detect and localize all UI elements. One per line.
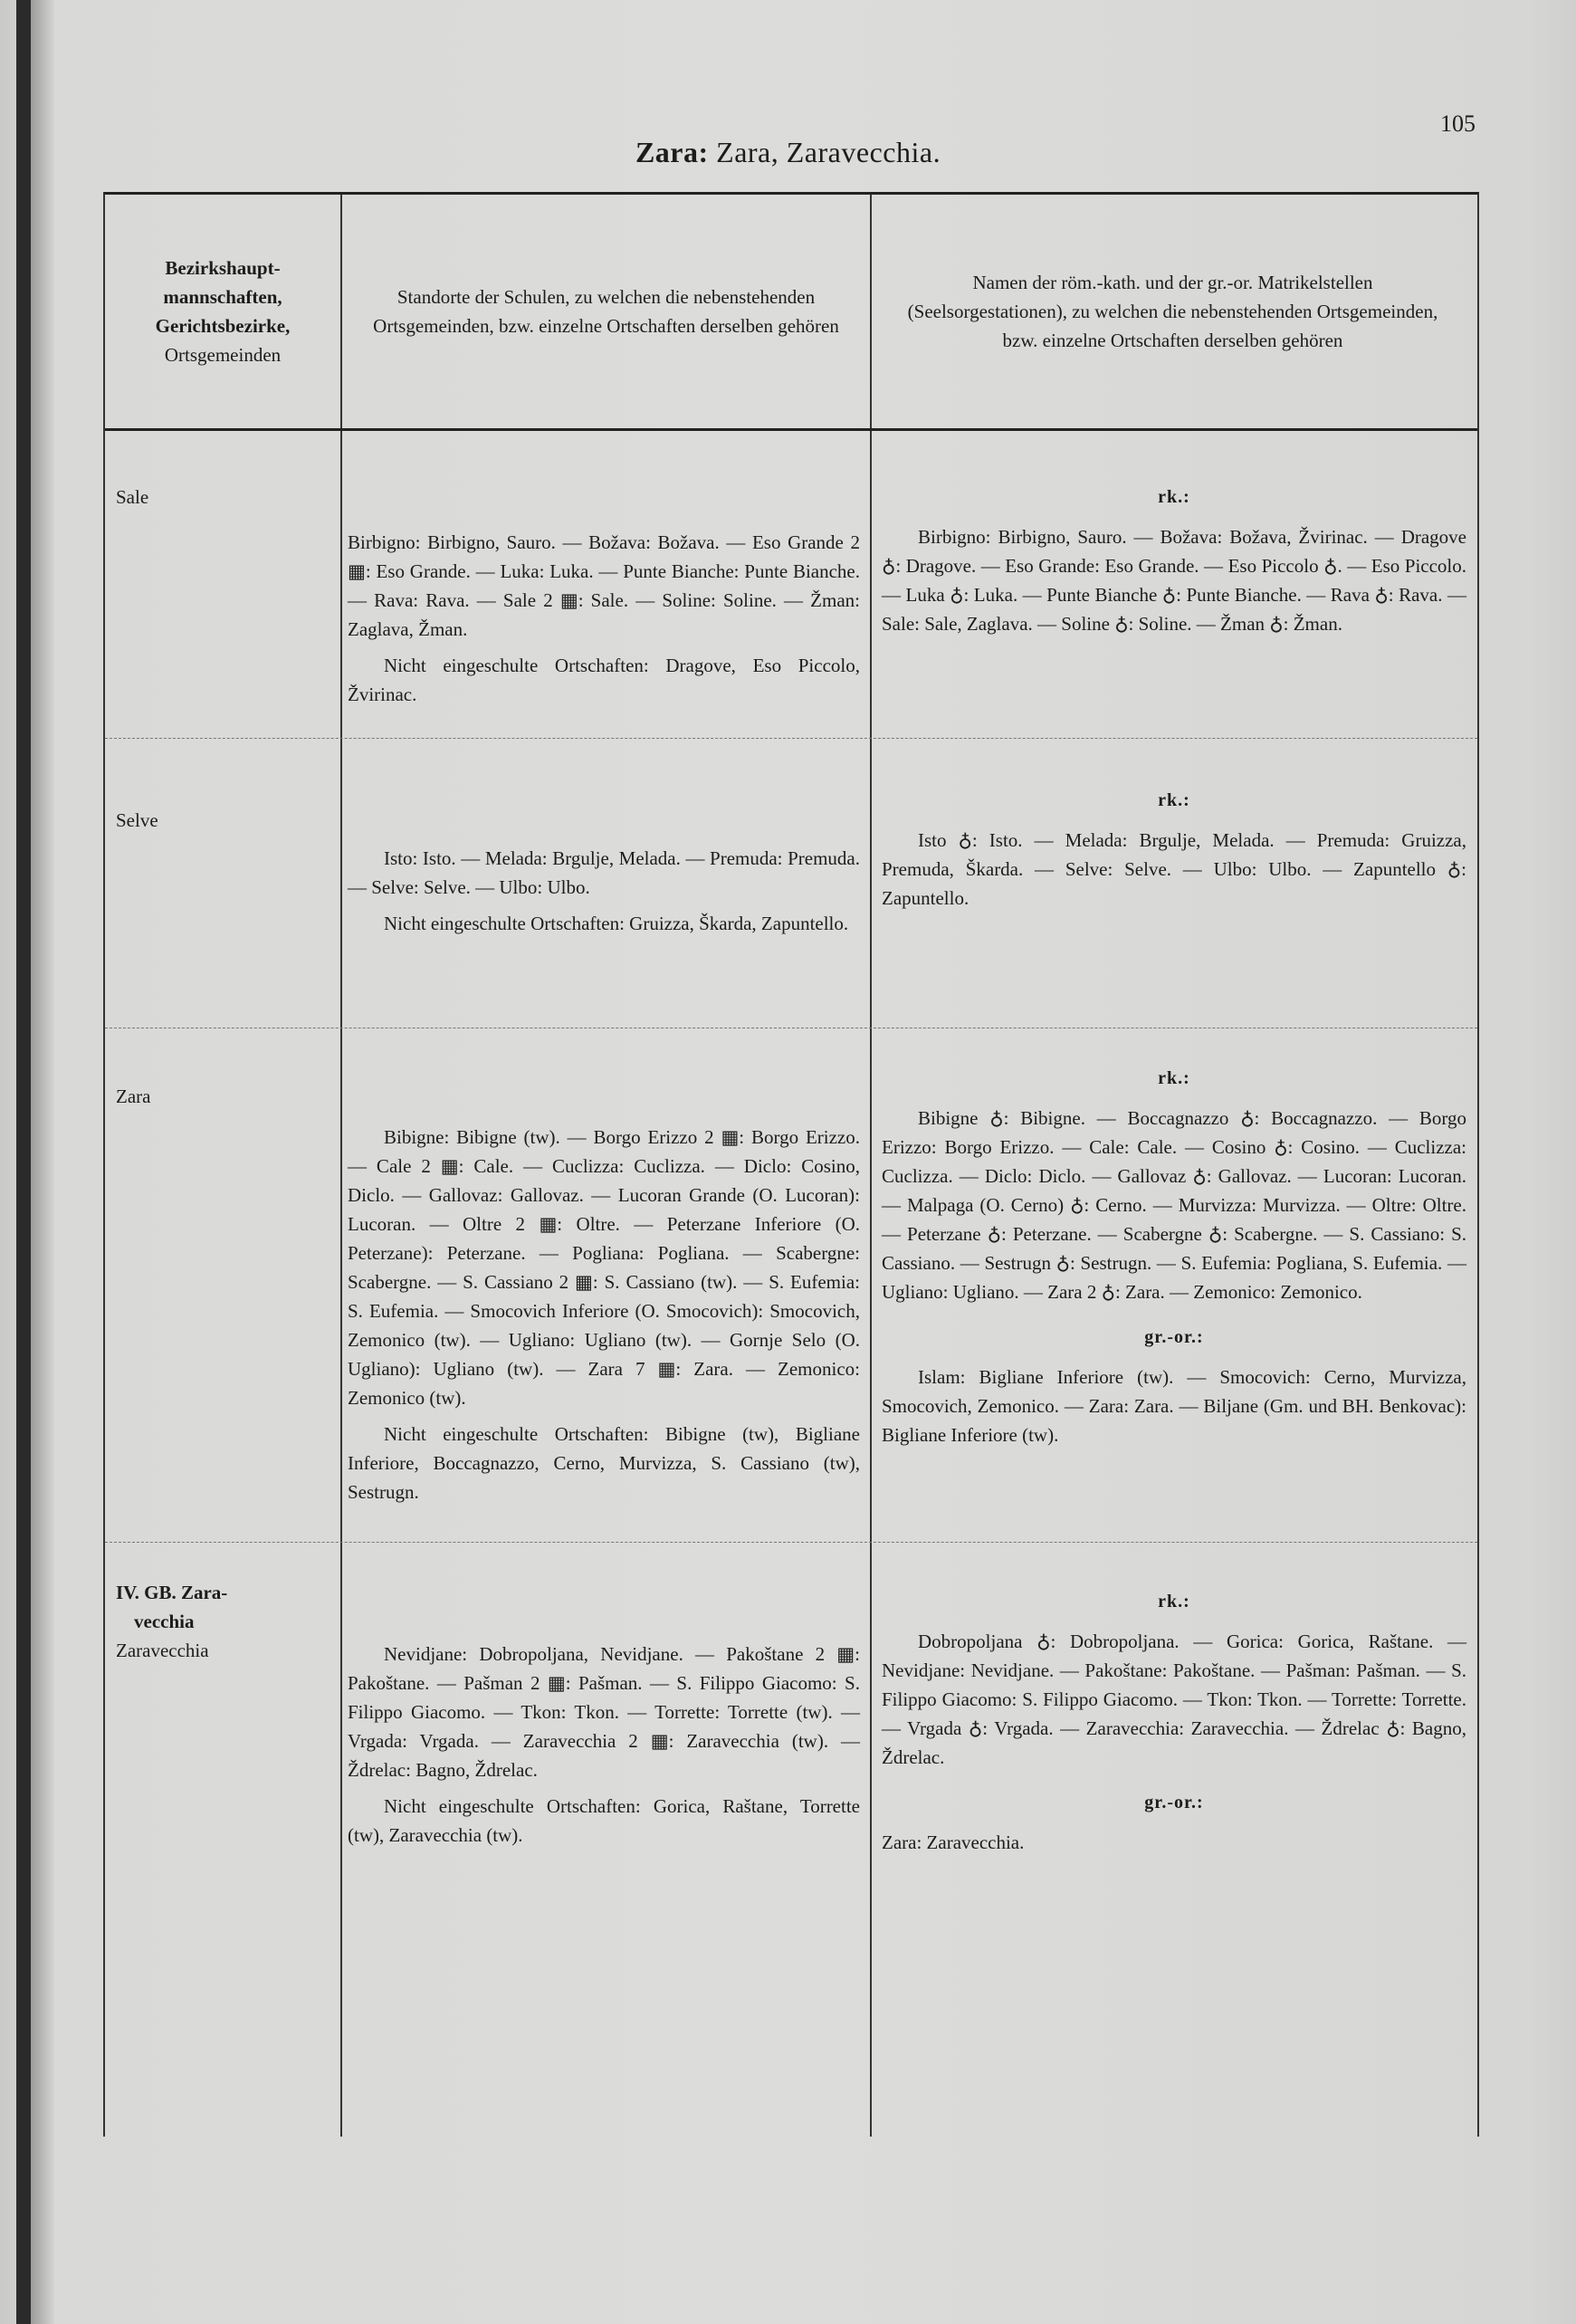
district-name: Zara xyxy=(116,1085,151,1107)
schools-note: Nicht eingeschulte Ortschaften: Bibigne (tw), Bigliane Inferiore, Boccagnazzo, Cerno, Murvizza, S. Cassiano (tw), Sestrugn. xyxy=(348,1423,860,1503)
table-row xyxy=(105,770,1477,1041)
page-title-bold: Zara: xyxy=(635,136,709,168)
parish-rk-label: rk.: xyxy=(1158,1592,1190,1611)
schools-cell xyxy=(348,1123,860,1514)
page-number: 105 xyxy=(1440,110,1476,137)
header-col1-line3: Gerichtsbezirke, xyxy=(155,315,291,337)
header-col1-line2: mannschaften, xyxy=(163,286,282,308)
district-name: Sale xyxy=(116,486,149,508)
parish-text: Dobropoljana ♁: Dobropoljana. — Gorica: Gorica, Raštane. — Nevidjane: Nevidjane. — Pakoštane: Pakoštane. — Pašman: Pašman. — S. Filippo Giacomo: S. Filippo Giacomo. — Tkon: Tkon. — Torrette: Torrette. — Vrgada ♁: Vrgada. — Zaravecchia: Zaravecchia. — Ždrelac ♁: Bagno, Ždrelac. xyxy=(882,1631,1466,1768)
parishes-cell xyxy=(882,1587,1466,1864)
header-districts xyxy=(105,195,340,428)
district-header-cell xyxy=(116,1578,333,1665)
schools-cell xyxy=(348,528,860,716)
header-schools xyxy=(342,195,870,428)
schools-cell xyxy=(348,844,860,945)
district-name: Selve xyxy=(116,809,158,831)
parish-text: Birbigno: Birbigno, Sauro. — Božava: Božava, Žvirinac. — Dragove ♁: Dragove. — Eso Grande: Eso Grande. — Eso Piccolo ♁. — Eso Piccolo. — Luka ♁: Luka. — Punte Bianche ♁: Punte Bianche. — Rava ♁: Rava. — Sale: Sale, Zaglava. — Soline ♁: Soline. — Žman ♁: Žman. xyxy=(882,526,1466,635)
table-row xyxy=(105,1578,1477,2121)
schools-note: Nicht eingeschulte Ortschaften: Dragove, Eso Piccolo, Žvirinac. xyxy=(348,655,860,705)
schools-text: Bibigne: Bibigne (tw). — Borgo Erizzo 2 ▦: Borgo Erizzo. — Cale 2 ▦: Cale. — Cuclizza: Cuclizza. — Diclo: Cosino, Diclo. — Gallovaz: Gallovaz. — Lucoran Grande (O. Lucoran): Lucoran. — Oltre 2 ▦: Oltre. — Peterzane Inferiore (O. Peterzane): Peterzane. — Pogliana: Pogliana. — Scabergne: Scabergne. — S. Cassiano 2 ▦: S. Cassiano (tw). — S. Eufemia: S. Eufemia. — Smocovich Inferiore (O. Smocovich): Smocovich, Zemonico (tw). — Ugliano: Ugliano (tw). — Gornje Selo (O. Ugliano): Ugliano (tw). — Zara 7 ▦: Zara. — Zemonico: Zemonico (tw). xyxy=(348,1126,860,1409)
court-district-line1: IV. GB. Zara- xyxy=(116,1582,228,1603)
schools-note: Nicht eingeschulte Ortschaften: Gorica, Raštane, Torrette (tw), Zaravecchia (tw). xyxy=(348,1795,860,1846)
header-col2: Standorte der Schulen, zu welchen die nebenstehenden Ortsgemeinden, bzw. einzelne Ortschaften derselben gehören xyxy=(373,286,839,337)
parish-text: Isto ♁: Isto. — Melada: Brgulje, Melada. — Premuda: Gruizza, Premuda, Škarda. — Selve: Selve. — Ulbo: Ulbo. — Zapuntello ♁: Zapuntello. xyxy=(882,829,1466,909)
parish-rk-label: rk.: xyxy=(1158,790,1190,810)
parish-text: Bibigne ♁: Bibigne. — Boccagnazzo ♁: Boccagnazzo. — Borgo Erizzo: Borgo Erizzo. — Cale: Cale. — Cosino ♁: Cosino. — Cuclizza: Cuclizza. — Diclo: Diclo. — Gallovaz ♁: Gallovaz. — Lucoran: Lucoran. — Malpaga (O. Cerno) ♁: Cerno. — Murvizza: Murvizza. — Oltre: Oltre. — Peterzane ♁: Peterzane. — Scabergne ♁: Scabergne. — S. Cassiano: S. Cassiano. — Sestrugn ♁: Sestrugn. — S. Eufemia: Pogliana, S. Eufemia. — Ugliano: Ugliano. — Zara 2 ♁: Zara. — Zemonico: Zemonico. xyxy=(882,1107,1466,1303)
schools-text: Isto: Isto. — Melada: Brgulje, Melada. — Premuda: Premuda. — Selve: Selve. — Ulbo: Ulbo. xyxy=(348,847,860,898)
court-district-line2: vecchia xyxy=(134,1611,195,1632)
parish2-text: Islam: Bigliane Inferiore (tw). — Smocovich: Cerno, Murvizza, Smocovich, Zemonico. — Zara: Zara. — Biljane (Gm. und BH. Benkovac): Bigliane Inferiore (tw). xyxy=(882,1366,1466,1446)
page-title xyxy=(0,136,1576,169)
binding-edge xyxy=(16,0,31,2324)
register-table xyxy=(103,192,1479,2137)
header-col3: Namen der röm.-kath. und der gr.-or. Matrikelstellen (Seelsorgestationen), zu welchen die nebenstehenden Ortsgemeinden, bzw. einzelne Ortschaften derselben gehören xyxy=(907,272,1438,351)
parish-rk-label: rk.: xyxy=(1158,1068,1190,1088)
parish-gror-label: gr.-or.: xyxy=(1144,1327,1204,1347)
parishes-cell xyxy=(882,786,1466,920)
parish-rk-label: rk.: xyxy=(1158,487,1190,507)
row-separator xyxy=(105,738,1477,740)
page-title-rest: Zara, Zaravecchia. xyxy=(708,136,941,168)
binding-shadow xyxy=(31,0,54,2324)
header-parishes xyxy=(872,195,1474,428)
parishes-cell xyxy=(882,483,1466,646)
schools-text: Nevidjane: Dobropoljana, Nevidjane. — Pakoštane 2 ▦: Pakoštane. — Pašman 2 ▦: Pašman. — S. Filippo Giacomo: S. Filippo Giacomo. — Tkon: Tkon. — Torrette: Torrette (tw). — Vrgada: Vrgada. — Zaravecchia 2 ▦: Zaravecchia (tw). — Ždrelac: Bagno, Ždrelac. xyxy=(348,1643,860,1781)
table-row xyxy=(105,446,1477,709)
parishes-cell xyxy=(882,1064,1466,1457)
schools-note: Nicht eingeschulte Ortschaften: Gruizza, Škarda, Zapuntello. xyxy=(384,913,849,934)
schools-text: Birbigno: Birbigno, Sauro. — Božava: Božava. — Eso Grande 2 ▦: Eso Grande. — Luka: Luka. — Punte Bianche: Punte Bianche. — Rava: Rava. — Sale 2 ▦: Sale. — Soline: Soline. — Žman: Zaglava, Žman. xyxy=(348,531,860,640)
header-col1-line4: Ortsgemeinden xyxy=(164,344,282,366)
header-col1-line1: Bezirkshaupt- xyxy=(165,257,281,279)
row-separator xyxy=(105,1542,1477,1544)
row-separator xyxy=(105,1028,1477,1029)
parish-gror-label: gr.-or.: xyxy=(1144,1793,1204,1812)
district-name: Zaravecchia xyxy=(116,1640,209,1661)
parish2-text: Zara: Zaravecchia. xyxy=(882,1831,1025,1853)
schools-cell xyxy=(348,1640,860,1857)
table-header xyxy=(105,195,1477,431)
